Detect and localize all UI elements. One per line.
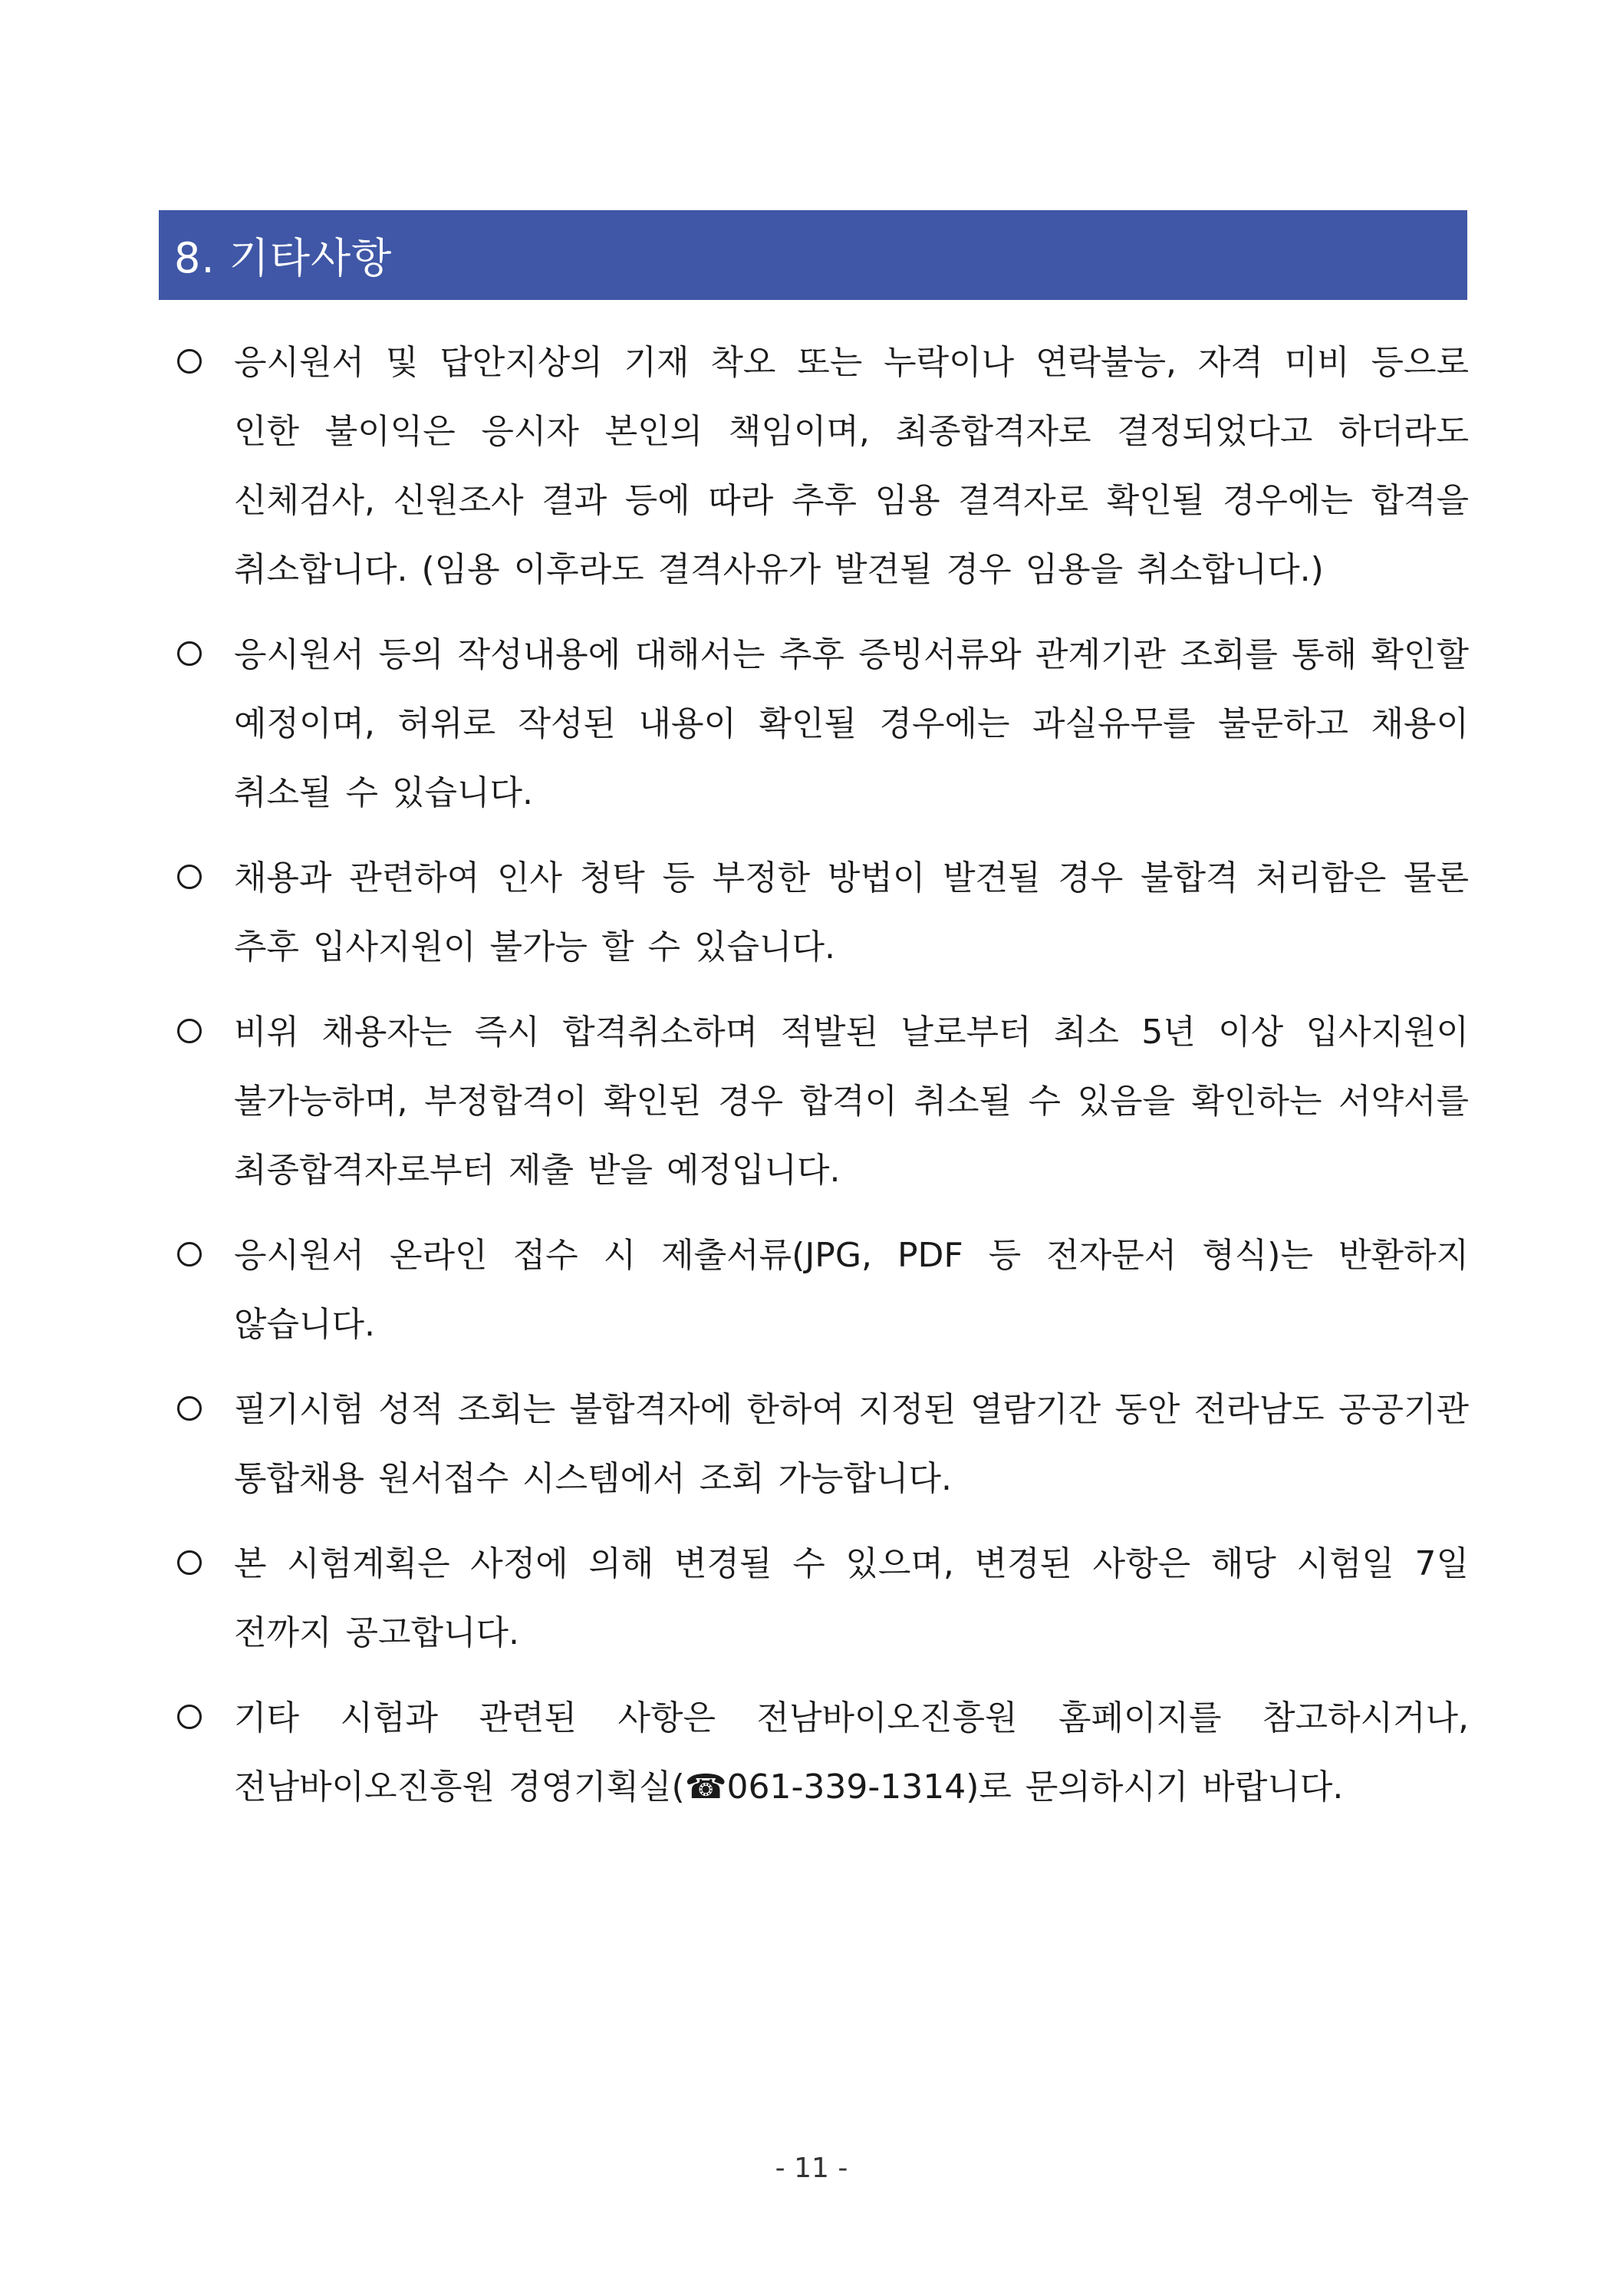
list-item-text: 본 시험계획은 사정에 의해 변경될 수 있으며, 변경된 사항은 해당 시험일 7일 전까지 공고합니다. — [234, 1544, 1469, 1652]
circle-bullet-icon — [177, 1019, 202, 1043]
list-item — [173, 328, 1469, 604]
circle-bullet-icon — [177, 1396, 202, 1421]
circle-bullet-icon — [177, 641, 202, 666]
notice-list — [173, 328, 1469, 1838]
circle-bullet-icon — [177, 865, 202, 889]
circle-bullet-icon — [177, 1550, 202, 1575]
list-item-text: 응시원서 온라인 접수 시 제출서류(JPG, PDF 등 전자문서 형식)는 반환하지 않습니다. — [234, 1236, 1469, 1344]
list-item — [173, 621, 1469, 828]
list-item — [173, 844, 1469, 982]
list-item-text: 필기시험 성적 조회는 불합격자에 한하여 지정된 열람기간 동안 전라남도 공공기관 통합채용 원서접수 시스템에서 조회 가능합니다. — [234, 1390, 1469, 1498]
section-title: 8. 기타사항 — [174, 234, 393, 282]
list-item-text: 비위 채용자는 즉시 합격취소하며 적발된 날로부터 최소 5년 이상 입사지원이 불가능하며, 부정합격이 확인된 경우 합격이 취소될 수 있음을 확인하는 서약서를 최종합격자로부터 제출 받을 예정입니다. — [234, 1013, 1469, 1190]
list-item — [173, 1221, 1469, 1359]
list-item-text: 응시원서 등의 작성내용에 대해서는 추후 증빙서류와 관계기관 조회를 통해 확인할 예정이며, 허위로 작성된 내용이 확인될 경우에는 과실유무를 불문하고 채용이 취소될 수 있습니다. — [234, 635, 1469, 812]
list-item-text: 기타 시험과 관련된 사항은 전남바이오진흥원 홈페이지를 참고하시거나, 전남바이오진흥원 경영기획실(☎061-339-1314)로 문의하시기 바랍니다. — [234, 1698, 1469, 1807]
section-header — [159, 210, 1467, 300]
list-item — [173, 1375, 1469, 1514]
circle-bullet-icon — [177, 349, 202, 374]
list-item — [173, 1684, 1469, 1822]
circle-bullet-icon — [177, 1242, 202, 1267]
list-item — [173, 998, 1469, 1205]
page-number: - 11 - — [775, 2153, 848, 2184]
list-item-text: 채용과 관련하여 인사 청탁 등 부정한 방법이 발견될 경우 불합격 처리함은 물론 추후 입사지원이 불가능 할 수 있습니다. — [234, 858, 1469, 967]
list-item — [173, 1530, 1469, 1668]
circle-bullet-icon — [177, 1705, 202, 1729]
list-item-text: 응시원서 및 답안지상의 기재 착오 또는 누락이나 연락불능, 자격 미비 등으로 인한 불이익은 응시자 본인의 책임이며, 최종합격자로 결정되었다고 하더라도 신체검사, 신원조사 결과 등에 따라 추후 임용 결격자로 확인될 경우에는 합격을 취소합니다. (임용 이후라도 결격사유가 발견될 경우 임용을 취소합니다.) — [234, 343, 1469, 589]
